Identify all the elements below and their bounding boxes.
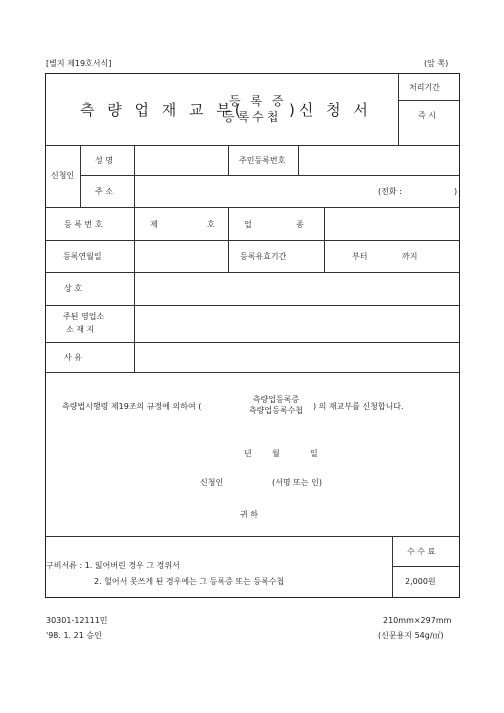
rule [46,372,459,373]
footer-paper: (신문용지 54g/㎡) [378,631,444,640]
rule [46,305,459,306]
rule [46,272,459,273]
rule [392,566,459,567]
documents-item1: 구비서류 : 1. 잃어버린 경우 그 경위서 [46,561,180,570]
processing-line [398,100,459,101]
phone-close: ) [454,187,458,196]
reg-no-prefix: 제 [150,220,158,229]
col-divider [228,207,229,272]
processing-value: 즉 시 [418,111,436,120]
title-prefix: 측 량 업 재 교 부( [80,101,245,119]
fee-label: 수 수 료 [407,547,436,556]
applicant-label: 신청인 [51,171,75,180]
name-label: 성 명 [95,156,113,165]
validity-label: 등록유효기간 [240,252,287,261]
title-option-top: 등 록 증 [229,94,287,108]
reg-date-label: 등록연월일 [63,252,102,261]
date-day: 일 [310,449,318,458]
phone-label: (전화 : [378,187,402,196]
reason-label: 사 유 [64,353,82,362]
form-frame [45,73,460,598]
statement-option-bottom: 측량업등록수첩 [248,406,304,415]
rule [46,536,459,537]
signature-note: (서명 또는 인) [272,478,322,487]
processing-label: 처리기간 [409,83,440,92]
date-month: 월 [272,449,280,458]
statement-prefix: 측량법시행령 제19조의 규정에 의하여 ( [62,402,202,411]
col-divider [228,145,229,175]
col-divider [324,207,325,272]
validity-from: 부터 [352,252,368,261]
address-label: 주 소 [95,187,113,196]
business-label-2: 종 [296,220,304,229]
statement-suffix: ) 의 재교부를 신청합니다. [313,402,404,411]
fee-divider [392,536,393,597]
office-label-2: 소 재 지 [66,325,95,334]
resident-id-label: 주민등록번호 [239,156,286,165]
footer-size: 210mm×297mm [383,616,452,625]
rule [80,175,459,176]
title-suffix: )신 청 서 [289,101,372,119]
rule [46,240,459,241]
validity-until: 까지 [402,252,418,261]
rule [46,145,459,146]
footer-approval: '98. 1. 21 승인 [46,631,102,640]
reg-no-label: 등 록 번 호 [64,220,103,229]
date-year: 년 [244,449,252,458]
page-side: (앞 쪽) [424,59,449,68]
reg-no-suffix: 호 [207,220,215,229]
rule [46,342,459,343]
col-divider [298,145,299,175]
title-option-bottom: 등록수첩 [223,110,282,124]
processing-divider [398,74,399,145]
rule [46,207,459,208]
business-label: 업 [244,220,252,229]
statement-option-top: 측량업등록증 [252,395,300,404]
applicant-divider [80,145,81,207]
trade-name-label: 상 호 [64,284,82,293]
documents-item2: 2. 헐어서 못쓰게 된 경우에는 그 등록증 또는 등록수첩 [94,577,285,586]
addressee: 귀 하 [240,510,258,519]
footer-code: 30301-12111민 [46,616,108,625]
signature-applicant: 신청인 [200,478,224,487]
office-label-1: 주된 영업소 [63,312,105,321]
form-number: [별지 제19호서식] [46,59,112,68]
label-column-divider [134,145,135,372]
fee-value: 2,000원 [405,577,436,586]
